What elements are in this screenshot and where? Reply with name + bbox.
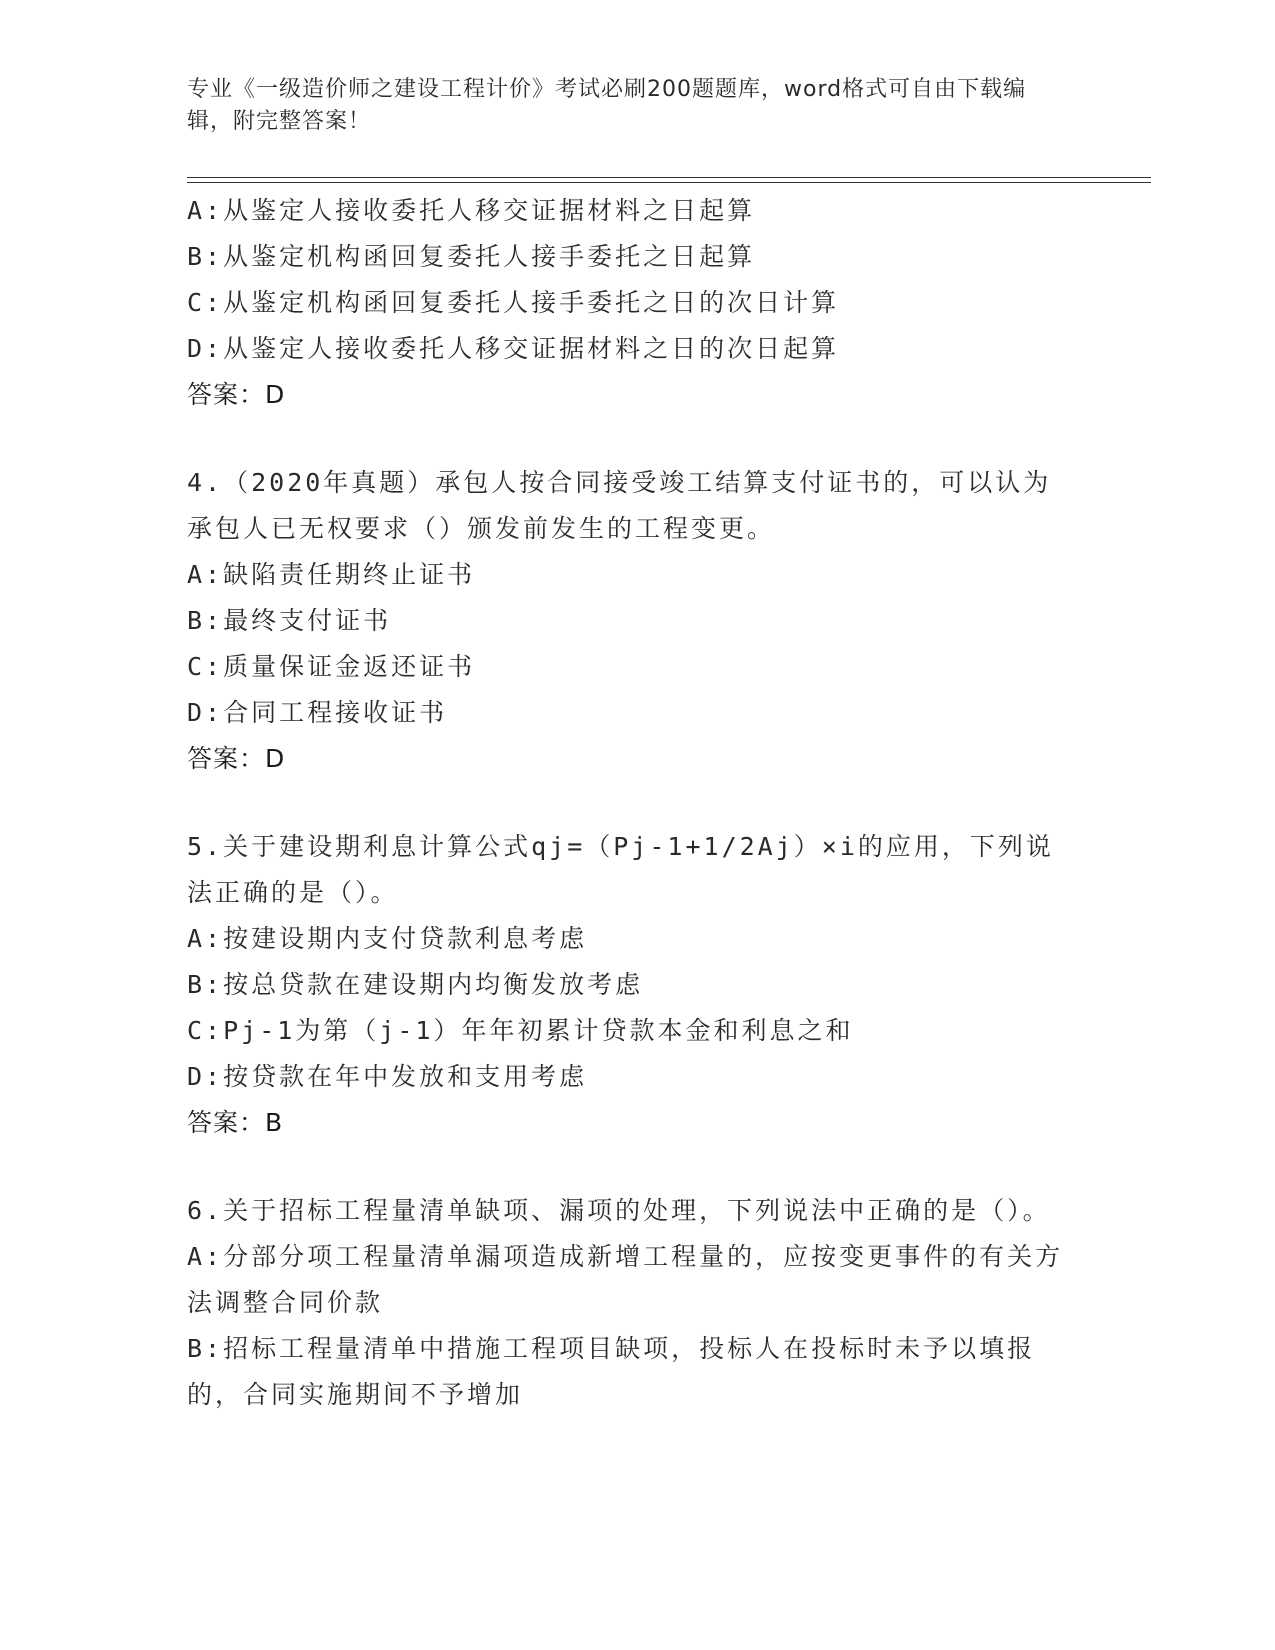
q6-option-b: B:招标工程量清单中措施工程项目缺项，投标人在投标时未予以填报的，合同实施期间不予增加 xyxy=(187,1334,1036,1409)
q5-option-c: C:Pj-1为第（j-1）年年初累计贷款本金和利息之和 xyxy=(187,1016,854,1045)
q3-option-d: D:从鉴定人接收委托人移交证据材料之日的次日起算 xyxy=(187,334,840,363)
question-3 xyxy=(187,188,1087,418)
q6-option-a: A:分部分项工程量清单漏项造成新增工程量的，应按变更事件的有关方法调整合同价款 xyxy=(187,1242,1064,1317)
q4-answer: 答案：D xyxy=(187,744,286,773)
question-5 xyxy=(187,824,1087,1146)
q5-stem: 5.关于建设期利息计算公式qj=（Pj-1+1/2Aj）×i的应用，下列说法正确的是（）。 xyxy=(187,832,1054,907)
q4-option-c: C:质量保证金返还证书 xyxy=(187,652,476,681)
spacer xyxy=(187,1146,1087,1188)
q3-option-c: C:从鉴定机构函回复委托人接手委托之日的次日计算 xyxy=(187,288,840,317)
question-content xyxy=(187,188,1087,1418)
spacer xyxy=(187,418,1087,460)
q4-stem: 4.（2020年真题）承包人按合同接受竣工结算支付证书的，可以认为承包人已无权要求（）颁发前发生的工程变更。 xyxy=(187,468,1052,543)
header-rule-bottom xyxy=(187,182,1151,183)
header-rule-top xyxy=(187,177,1151,178)
q4-option-a: A:缺陷责任期终止证书 xyxy=(187,560,476,589)
document-header: 专业《一级造价师之建设工程计价》考试必刷200题题库，word格式可自由下载编辑，附完整答案！ xyxy=(187,77,1027,134)
q4-option-b: B:最终支付证书 xyxy=(187,606,392,635)
question-4 xyxy=(187,460,1087,782)
q4-option-d: D:合同工程接收证书 xyxy=(187,698,448,727)
q3-option-a: A:从鉴定人接收委托人移交证据材料之日起算 xyxy=(187,196,756,225)
question-6 xyxy=(187,1188,1087,1418)
q5-option-b: B:按总贷款在建设期内均衡发放考虑 xyxy=(187,970,644,999)
q5-option-d: D:按贷款在年中发放和支用考虑 xyxy=(187,1062,588,1091)
q3-option-b: B:从鉴定机构函回复委托人接手委托之日起算 xyxy=(187,242,756,271)
q5-answer: 答案：B xyxy=(187,1108,284,1137)
q3-answer: 答案：D xyxy=(187,380,286,409)
q5-option-a: A:按建设期内支付贷款利息考虑 xyxy=(187,924,588,953)
q6-stem: 6.关于招标工程量清单缺项、漏项的处理，下列说法中正确的是（）。 xyxy=(187,1196,1051,1225)
spacer xyxy=(187,782,1087,824)
